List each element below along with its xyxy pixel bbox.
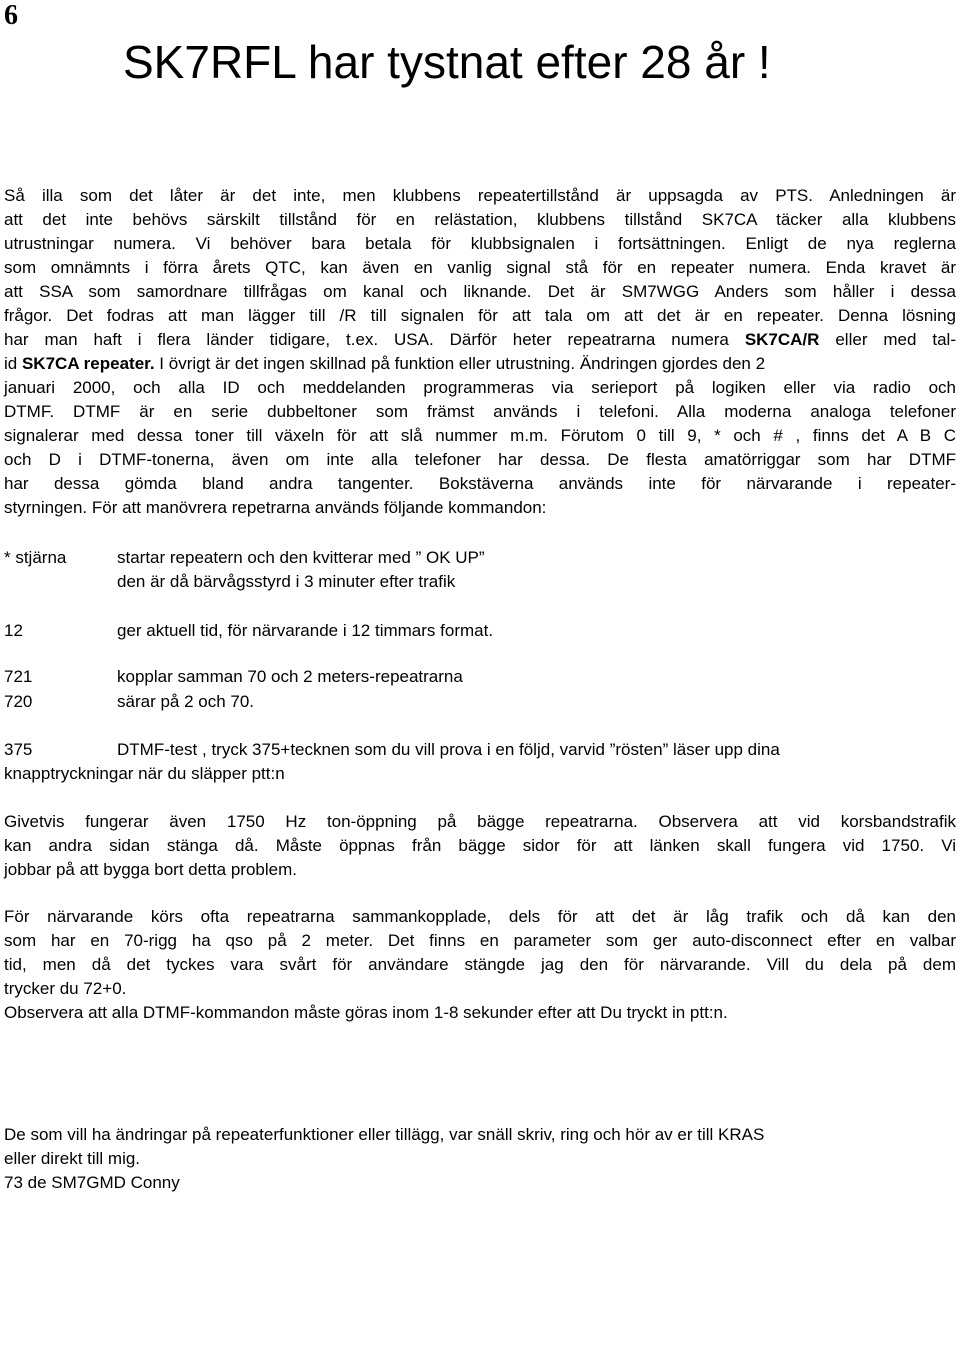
command-code: 12 [4, 621, 23, 640]
text-line: Så illa som det låter är det inte, men klubbens repeatertillstånd är uppsagda av PTS. Anledningen är [4, 186, 956, 205]
tone-1750-paragraph [4, 810, 956, 882]
text-line: Givetvis fungerar även 1750 Hz ton-öppning på bägge repeatrarna. Observera att vid korsbandstrafik [4, 812, 956, 831]
linked-repeaters-paragraph [4, 905, 956, 1025]
text-line: jobbar på att bygga bort detta problem. [4, 860, 297, 879]
signature: 73 de SM7GMD Conny [4, 1173, 180, 1192]
text-line: frågor. Det fodras att man lägger till /R till signalen för att tala om att det är en repeater. Denna lösning [4, 306, 956, 325]
text-line: utrustningar numera. Vi behöver bara betala för klubbsignalen i fortsättningen. Enligt de nya reglerna [4, 234, 956, 253]
text-line: januari 2000, och alla ID och meddelanden programmeras via serieport på logiken eller via radio och [4, 378, 956, 397]
text-line: trycker du 72+0. [4, 979, 127, 998]
text-span: I övrigt är det ingen skillnad på funktion eller utrustning. Ändringen gjordes den 2 [154, 354, 766, 373]
text-line [4, 352, 956, 376]
text-line: att det inte behövs särskilt tillstånd för en relästation, klubbens tillstånd SK7CA täcker alla klubbens [4, 210, 956, 229]
text-line: Observera att alla DTMF-kommandon måste göras inom 1-8 sekunder efter att Du tryckt in ptt:n. [4, 1003, 728, 1022]
text-line: som omnämnts i förra årets QTC, kan även en vanlig signal stå för en repeater numera. Enda kravet är [4, 258, 956, 277]
command-desc: särar på 2 och 70. [117, 692, 255, 711]
command-desc: DTMF-test , tryck 375+tecknen som du vill prova i en följd, varvid ”rösten” läser upp dina [117, 740, 780, 759]
command-code: 375 [4, 740, 33, 759]
text-span: eller med tal- [819, 330, 956, 349]
article-title: SK7RFL har tystnat efter 28 år ! [123, 36, 771, 88]
text-line: och D i DTMF-tonerna, även om inte alla telefoner har dessa. De flesta amatörriggar som har DTMF [4, 450, 956, 469]
command-code: 720 [4, 692, 33, 711]
text-line: har dessa gömda bland andra tangenter. Bokstäverna används inte för närvarande i repeater- [4, 474, 956, 493]
text-line: eller direkt till mig. [4, 1149, 141, 1168]
text-span: id [4, 354, 22, 373]
text-line: De som vill ha ändringar på repeaterfunktioner eller tillägg, var snäll skriv, ring och hör av er till KRAS [4, 1125, 765, 1144]
text-line: DTMF. DTMF är en serie dubbeltoner som främst används i telefoni. Alla moderna analoga telefoner [4, 402, 956, 421]
command-desc: startar repeatern och den kvitterar med ” OK UP” [117, 548, 485, 567]
closing-paragraph [4, 1123, 956, 1195]
command-desc-cont: knapptryckningar när du släpper ptt:n [4, 764, 285, 783]
intro-paragraph [4, 184, 956, 520]
text-span: har man haft i flera länder tidigare, t.ex. USA. Därför heter repeatrarna numera [4, 330, 745, 349]
text-line: styrningen. För att manövrera repetrarna används följande kommandon: [4, 498, 547, 517]
text-line: kan andra sidan stänga då. Måste öppnas från bägge sidor för att länken skall fungera vid 1750. Vi [4, 836, 956, 855]
command-desc: kopplar samman 70 och 2 meters-repeatrarna [117, 667, 463, 686]
command-desc-cont: den är då bärvågsstyrd i 3 minuter efter trafik [117, 572, 456, 591]
text-line: som har en 70-rigg ha qso på 2 meter. Det finns en parameter som ger auto-disconnect efter en valbar [4, 931, 956, 950]
callsign-bold: SK7CA repeater. [21, 354, 155, 373]
text-line: signalerar med dessa toner till växeln för att slå nummer m.m. Förutom 0 till 9, * och # , finns det A B C [4, 426, 956, 445]
callsign-bold: SK7CA/R [744, 330, 820, 349]
text-line: att SSA som samordnare tillfrågas om kanal och liknande. Det är SM7WGG Anders som håller i dessa [4, 282, 956, 301]
text-line [4, 328, 956, 352]
page-number: 6 [4, 0, 18, 31]
command-code: 721 [4, 667, 33, 686]
command-desc: ger aktuell tid, för närvarande i 12 timmars format. [117, 621, 494, 640]
text-line: För närvarande körs ofta repeatrarna sammankopplade, dels för att det är låg trafik och då kan den [4, 907, 956, 926]
command-code: * stjärna [4, 548, 67, 567]
text-line: tid, men då det tyckes vara svårt för användare stängde jag den för närvarande. Vill du dela på dem [4, 955, 956, 974]
